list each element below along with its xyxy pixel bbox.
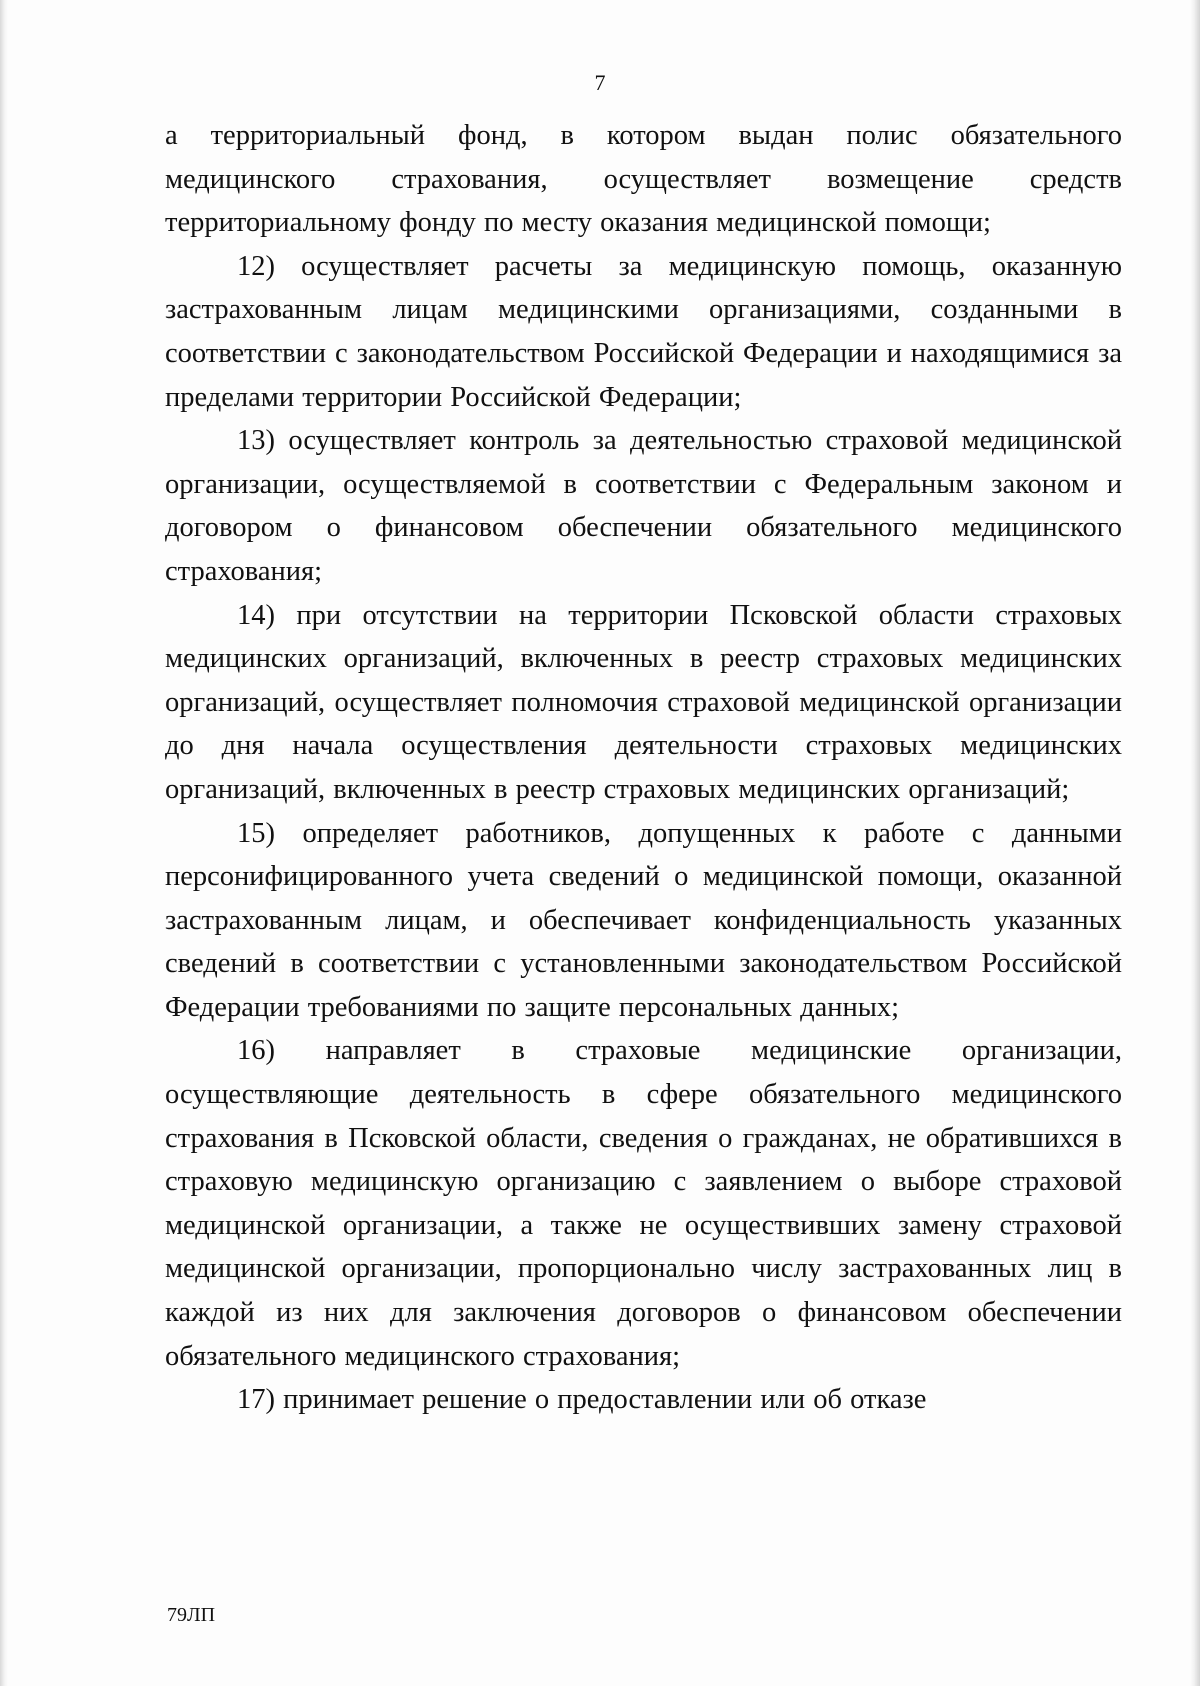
paragraph-item-12: 12) осуществляет расчеты за медицинскую помощь, оказанную застрахованным лицам медицинскими организациями, созданными в соответствии с законодательством Российской Федерации и находящимися за пределами территории Российской Федерации; <box>165 250 1122 413</box>
scan-edge-left <box>0 0 8 1686</box>
scan-edge-right <box>1190 0 1200 1686</box>
page-number: 7 <box>594 70 606 95</box>
paragraph-item-15: 15) определяет работников, допущенных к работе с данными персонифицированного учета сведений о медицинской помощи, оказанной застрахованным лицам, и обеспечивает конфиденциальность указанных сведений в соответствии с установленными законодательством Российской Федерации требованиями по защите персональных данных; <box>165 817 1122 1023</box>
paragraph-item-16: 16) направляет в страховые медицинские организации, осуществляющие деятельность в сфере обязательного медицинского страхования в Псковской области, сведения о гражданах, не обратившихся в страховую медицинскую организацию с заявлением о выборе страховой медицинской организации, а также не осуществивших замену страховой медицинской организации, пропорционально числу застрахованных лиц в каждой из них для заключения договоров о финансовом обеспечении обязательного медицинского страхования; <box>165 1035 1122 1372</box>
paragraph-item-13: 13) осуществляет контроль за деятельностью страховой медицинской организации, осуществляемой в соответствии с Федеральным законом и договором о финансовом обеспечении обязательного медицинского страхования; <box>165 425 1122 587</box>
document-body <box>165 114 1122 1422</box>
footer-document-code: 79ЛП <box>167 1604 216 1626</box>
paragraph-item-17: 17) принимает решение о предоставлении или об отказе <box>237 1384 927 1416</box>
paragraph-continuation: а территориальный фонд, в котором выдан полис обязательного медицинского страхования, осуществляет возмещение средств территориальному фонду по месту оказания медицинской помощи; <box>165 120 1122 239</box>
paragraph-item-14: 14) при отсутствии на территории Псковской области страховых медицинских организаций, включенных в реестр страховых медицинских организаций, осуществляет полномочия страховой медицинской организации до дня начала осуществления деятельности страховых медицинских организаций, включенных в реестр страховых медицинских организаций; <box>165 599 1122 805</box>
